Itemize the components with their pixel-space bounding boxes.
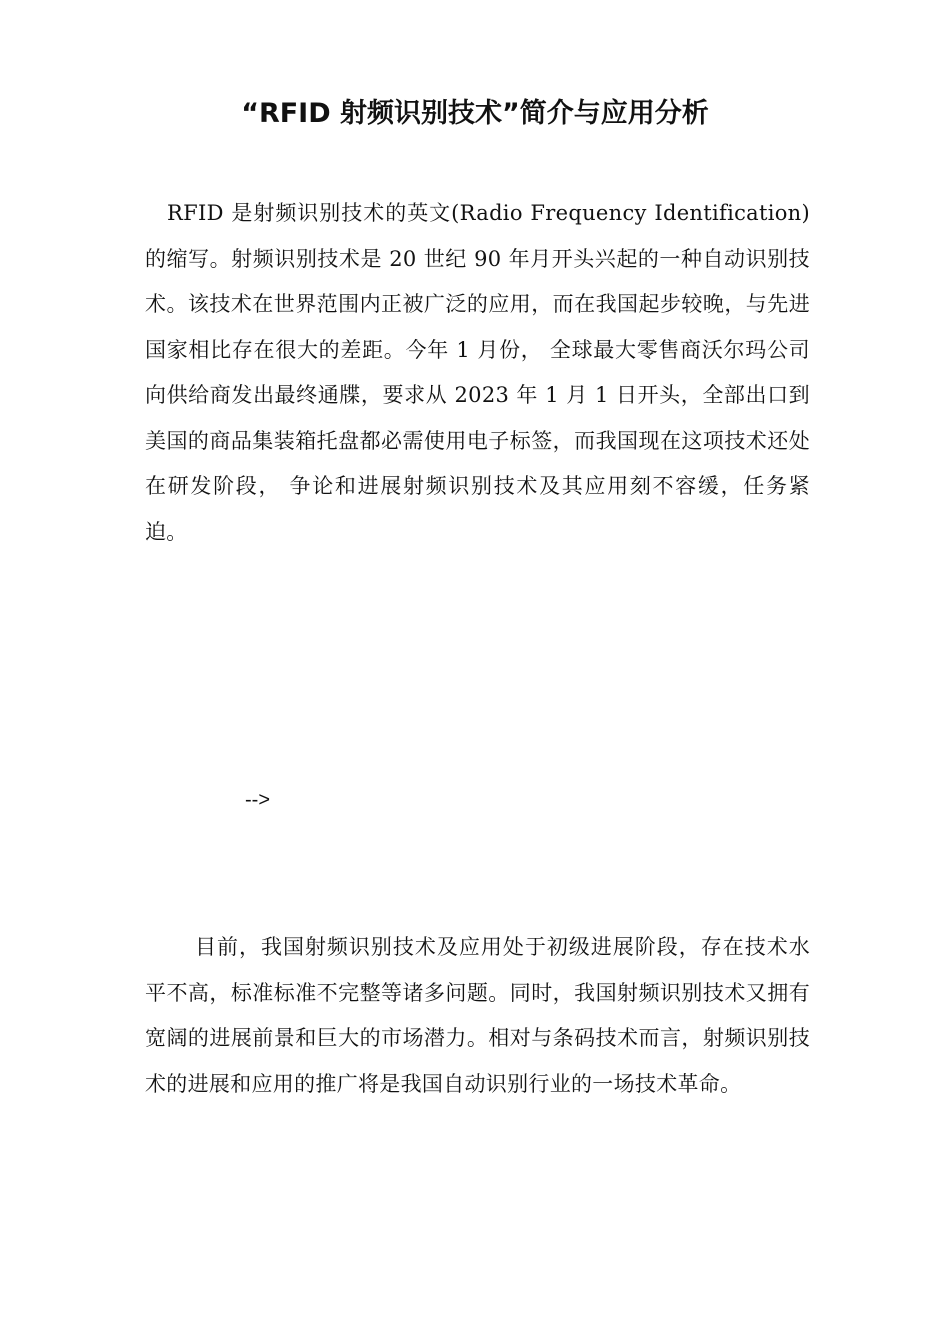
paragraph-intro: RFID 是射频识别技术的英文(Radio Frequency Identification) 的缩写。射频识别技术是 20 世纪 90 年月开头兴起的一种自动识别技术。该技术在世界范围内正被广泛的应用，而在我国起步较晚，与先进国家相比存在很大的差距。今年 1 月份， 全球最大零售商沃尔玛公司向供给商发出最终通牒，要求从 2023 年 1 月 1 日开头，全部出口到美国的商品集装箱托盘都必需使用电子标签，而我国现在这项技术还处在研发阶段， 争论和进展射频识别技术及其应用刻不容缓，任务紧迫。 xyxy=(145,201,810,544)
document-title: “RFID 射频识别技术”简介与应用分析 xyxy=(241,98,709,129)
stray-arrow-text: --> xyxy=(245,789,270,811)
paragraph-current-status: 目前，我国射频识别技术及应用处于初级进展阶段，存在技术水平不高，标准标准不完整等诸多问题。同时，我国射频识别技术又拥有宽阔的进展前景和巨大的市场潜力。相对与条码技术而言，射频识别技术的进展和应用的推广将是我国自动识别行业的一场技术革命。 xyxy=(145,935,810,1096)
